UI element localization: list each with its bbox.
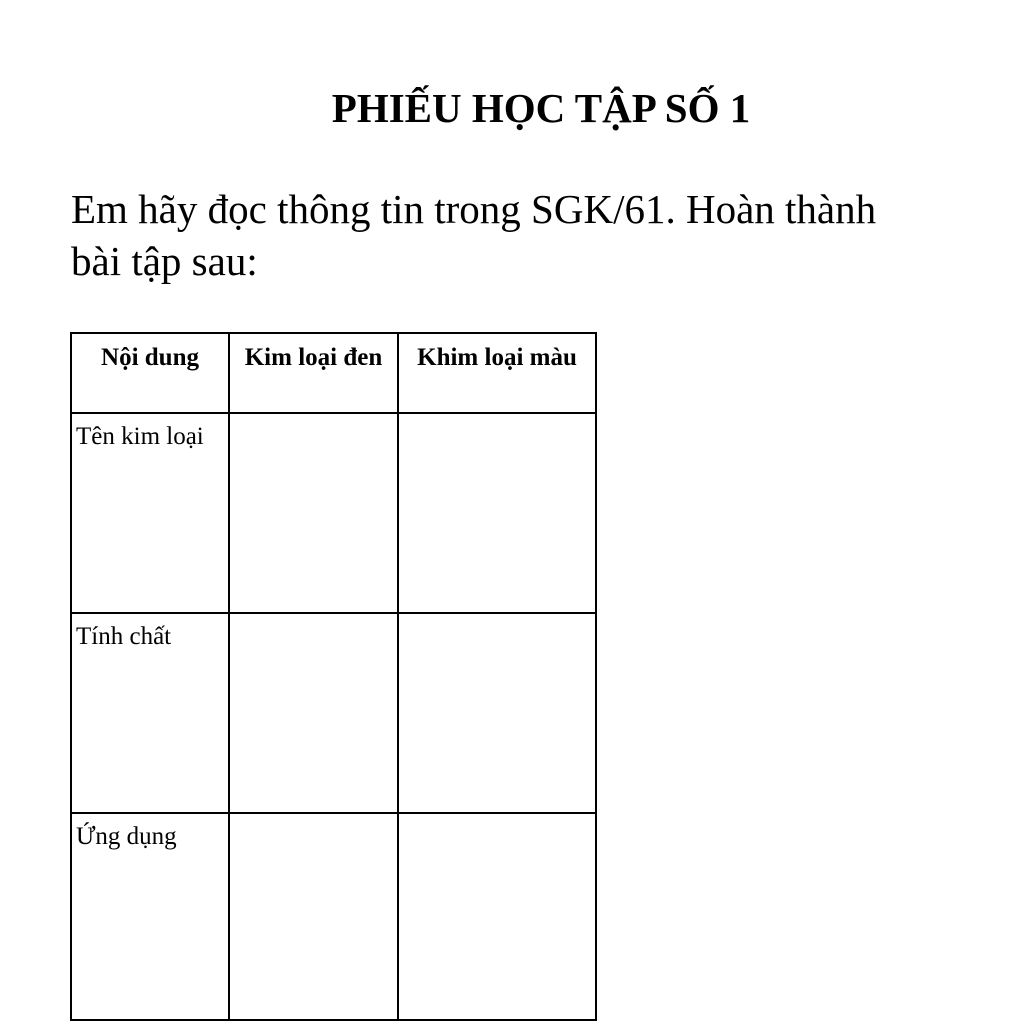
answer-cell-non-ferrous-properties[interactable] xyxy=(398,613,596,813)
answer-cell-ferrous-metal-name[interactable] xyxy=(229,413,398,613)
row-label-cell xyxy=(71,613,229,813)
table-row-metal-name xyxy=(71,413,596,613)
row-label-applications: Ứng dụng xyxy=(76,823,177,850)
row-label-metal-name: Tên kim loại xyxy=(76,423,204,450)
table-row-applications xyxy=(71,813,596,1020)
header-content: Nội dung xyxy=(71,333,229,413)
answer-cell-non-ferrous-applications[interactable] xyxy=(398,813,596,1020)
row-label-properties: Tính chất xyxy=(76,623,172,650)
header-non-ferrous-metal: Khim loại màu xyxy=(398,333,596,413)
row-label-cell xyxy=(71,413,229,613)
instruction-text xyxy=(71,183,991,287)
table-header-row xyxy=(71,333,596,413)
answer-cell-non-ferrous-metal-name[interactable] xyxy=(398,413,596,613)
header-ferrous-metal: Kim loại đen xyxy=(229,333,398,413)
answer-cell-ferrous-properties[interactable] xyxy=(229,613,398,813)
table-row-properties xyxy=(71,613,596,813)
instruction-line-1: Em hãy đọc thông tin trong SGK/61. Hoàn thành xyxy=(71,186,877,232)
worksheet-table xyxy=(70,332,597,1021)
row-label-cell xyxy=(71,813,229,1020)
instruction-line-2: bài tập sau: xyxy=(71,238,258,284)
worksheet-title: PHIẾU HỌC TẬP SỐ 1 xyxy=(331,85,751,131)
answer-cell-ferrous-applications[interactable] xyxy=(229,813,398,1020)
